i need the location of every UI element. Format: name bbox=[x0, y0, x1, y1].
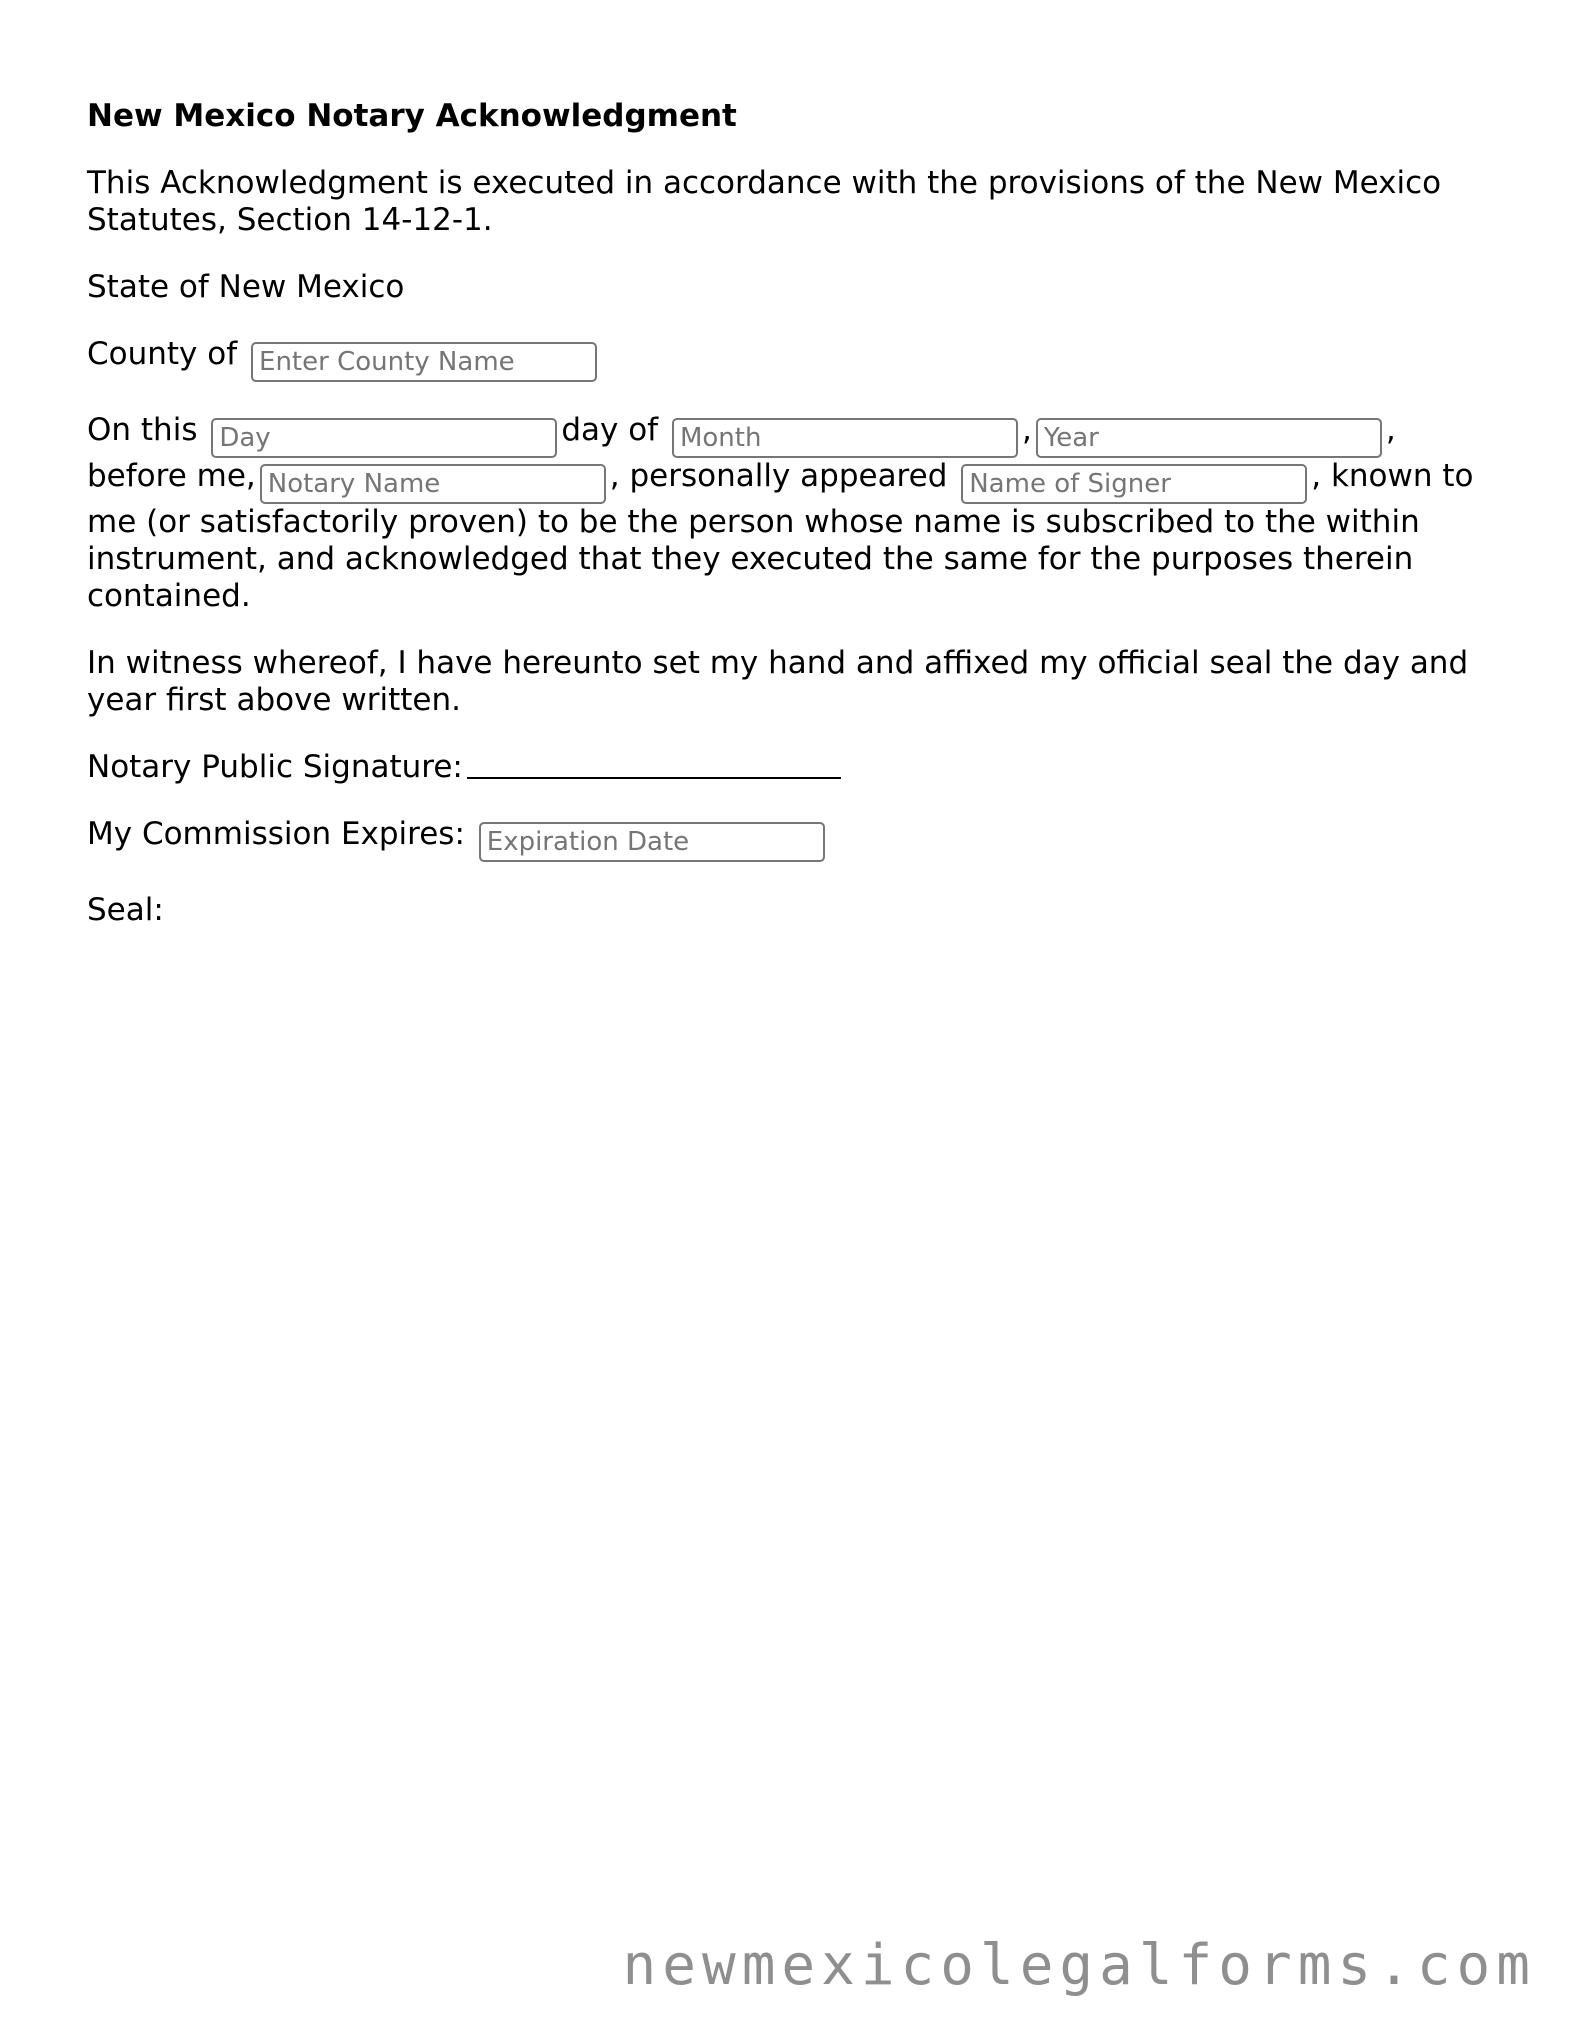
acknowledgment-paragraph bbox=[87, 412, 1487, 615]
county-input[interactable] bbox=[251, 342, 597, 382]
signature-label: Notary Public Signature: bbox=[87, 749, 463, 785]
notary-name-input[interactable] bbox=[260, 464, 606, 504]
personally-appeared-text: , personally appeared bbox=[609, 458, 948, 494]
commission-label: My Commission Expires: bbox=[87, 816, 465, 852]
day-of-text: day of bbox=[561, 412, 659, 448]
seal-label: Seal: bbox=[87, 892, 164, 928]
expiration-date-input[interactable] bbox=[479, 822, 825, 862]
county-row bbox=[87, 336, 1487, 382]
notary-form bbox=[87, 98, 1487, 959]
watermark: newmexicolegalforms.com bbox=[622, 1933, 1536, 1998]
day-input[interactable] bbox=[211, 418, 557, 458]
signature-line bbox=[467, 749, 841, 779]
comma-text-2: , bbox=[1385, 412, 1396, 448]
signer-name-input[interactable] bbox=[961, 464, 1307, 504]
county-label: County of bbox=[87, 336, 238, 372]
comma-text: , bbox=[1021, 412, 1032, 448]
on-this-text: On this bbox=[87, 412, 198, 448]
witness-paragraph: In witness whereof, I have hereunto set my hand and affixed my official seal the day and year first above written. bbox=[87, 645, 1469, 718]
before-me-text: before me, bbox=[87, 458, 256, 494]
signature-row bbox=[87, 749, 1487, 786]
commission-row bbox=[87, 816, 1487, 862]
year-input[interactable] bbox=[1036, 418, 1382, 458]
month-input[interactable] bbox=[672, 418, 1018, 458]
acknowledgment-rest-text: , known to me (or satisfactorily proven) to be the person whose name is subscribed to the within instrument, and acknowledged that they executed the same for the purposes therein contained. bbox=[87, 458, 1474, 614]
state-line: State of New Mexico bbox=[87, 269, 405, 305]
page-title: New Mexico Notary Acknowledgment bbox=[87, 98, 737, 134]
intro-paragraph: This Acknowledgment is executed in accordance with the provisions of the New Mexico Statutes, Section 14-12-1. bbox=[87, 165, 1442, 238]
